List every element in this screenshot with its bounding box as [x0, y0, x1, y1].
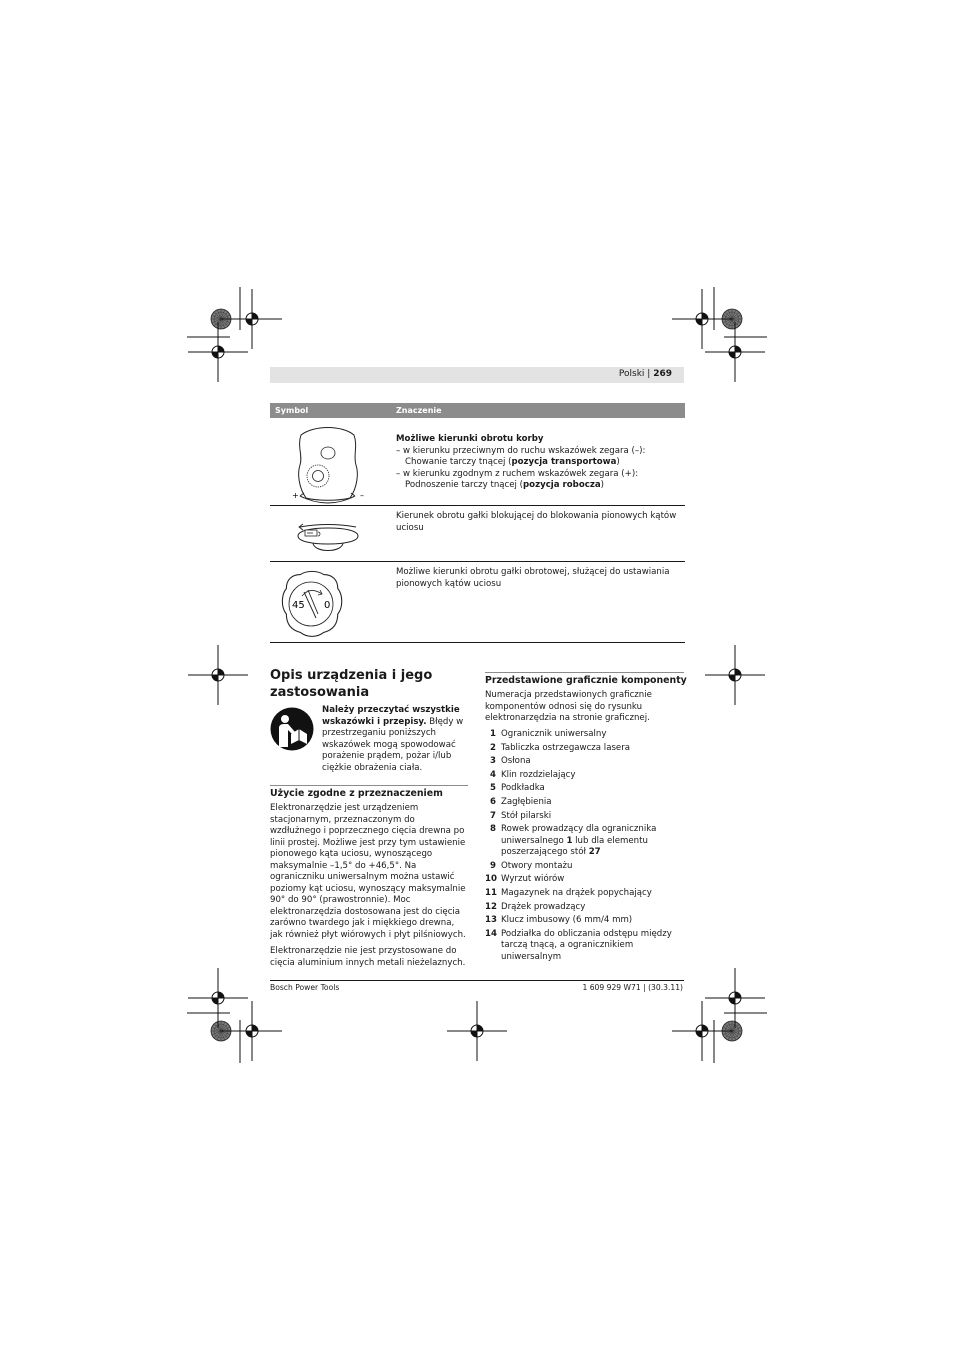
registration-cross-icon [222, 289, 282, 349]
table-row [270, 562, 685, 643]
list-item: 9 Otwory montażu [490, 860, 573, 871]
rotary-right-label: 0 [324, 600, 331, 611]
table-header [270, 403, 685, 418]
list-item: 7 Stół pilarski [490, 810, 552, 821]
meaning-title: Możliwe kierunki obrotu korby [396, 434, 544, 444]
meaning-list-item: – w kierunku przeciwnym do ruchu wskazówek zegara (–): Chowanie tarczy tnącej (pozycja transportowa) [396, 445, 646, 467]
list-item: 10 Wyrzut wiórów [485, 874, 565, 885]
registration-cross-icon [672, 1001, 732, 1061]
meaning-cell: Możliwe kierunki obrotu gałki obrotowej, służącej do ustawiania pionowych kątów uciosu [396, 567, 670, 589]
rotary-left-label: 45 [292, 600, 305, 611]
registration-cross-icon [672, 289, 732, 349]
registration-cross-icon [705, 645, 765, 705]
header-separator: | [647, 369, 651, 379]
list-item: 4 Klin rozdzielający [490, 769, 576, 780]
list-item: 13 Klucz imbusowy (6 mm/4 mm) [485, 915, 633, 926]
list-item: 12 Drążek prowadzący [485, 901, 586, 912]
column-header-meaning: Znaczenie [396, 406, 442, 415]
list-item: 5 Podkładka [490, 783, 545, 794]
footer-divider [270, 980, 684, 981]
page-header [270, 367, 684, 383]
footer-doc-number: 1 609 929 W71 | (30.3.11) [582, 983, 683, 992]
registration-cross-icon [222, 1001, 282, 1061]
table-row [270, 418, 685, 506]
registration-star-icon [211, 309, 231, 329]
components-title: Przedstawione graficznie komponenty [485, 675, 687, 686]
column-header-symbol: Symbol [275, 406, 309, 415]
components-intro: Numeracja przedstawionych graficznie komponentów odnosi się do rysunku elektronarzędzia na stronie graficznej. [485, 690, 652, 723]
list-item: 2 Tabliczka ostrzegawcza lasera [490, 742, 631, 753]
paragraph: Elektronarzędzie jest urządzeniem stacjonarnym, przeznaczonym do wzdłużnego i poprzecznego cięcia drewna po linii prostej. Możliwe jest przy tym ustawienie pionowego kąta uciosu, wynoszącego maksymalnie –1,5° do +46,5°. Na ograniczniku uniwersalnym można ustawić poziomy kąt uciosu, wynoszący maksymalnie 90° do 90° (prawostronnie). Moc elektronarzędzia dostosowana jest do cięcia zarówno twardego jak i miękkiego drewna, jak również płyt wiórowych i płyt pilśniowych. [270, 803, 466, 940]
page-number: 269 [653, 369, 672, 379]
crank-plus-label: + [292, 491, 299, 500]
rotary-knob-45-0-icon [270, 562, 395, 642]
footer-brand: Bosch Power Tools [270, 983, 340, 992]
meaning-cell [396, 434, 685, 492]
registration-cross-icon [188, 322, 248, 382]
registration-star-icon [722, 1021, 742, 1041]
symbol-cell [270, 506, 395, 565]
crank-rotation-icon [270, 418, 395, 505]
intended-use-text [270, 803, 468, 974]
symbol-cell [270, 562, 395, 646]
meaning-cell: Kierunek obrotu gałki blokującej do blokowania pionowych kątów uciosu [396, 511, 677, 533]
registration-cross-icon [447, 1001, 507, 1061]
paragraph: Elektronarzędzie nie jest przystosowane do cięcia aluminium innych metali nieżelaznych. [270, 946, 466, 968]
crank-minus-label: – [360, 491, 364, 500]
list-item: 1 Ogranicznik uniwersalny [490, 729, 607, 739]
intended-use-title: Użycie zgodne z przeznaczeniem [270, 788, 443, 799]
header-language: Polski [618, 369, 645, 379]
registration-star-icon [211, 1021, 231, 1041]
registration-star-icon [722, 309, 742, 329]
symbol-table [270, 403, 685, 643]
list-item: 14 Podziałka do obliczania odstępu między tarczą tnącą, a ogranicznikiem uniwersalnym [485, 928, 672, 962]
list-item: 6 Zagłębienia [490, 796, 552, 807]
list-item: 11 Magazynek na drążek popychający [485, 887, 652, 898]
list-item: 8 Rowek prowadzący dla ogranicznika uniwersalnego 1 lub dla elementu poszerzającego stół 27 [490, 824, 657, 858]
registration-cross-icon [705, 968, 765, 1028]
registration-cross-icon [188, 645, 248, 705]
section-title: Opis urządzenia i jego zastosowania [270, 668, 433, 700]
symbol-cell [270, 418, 395, 509]
meaning-list-item: – w kierunku zgodnym z ruchem wskazówek zegara (+): Podnoszenie tarczy tnącej (pozycja robocza) [396, 468, 639, 490]
page-header-text [619, 369, 672, 379]
registration-cross-icon [188, 968, 248, 1028]
safety-warning: Należy przeczytać wszystkie wskazówki i przepisy. Błędy w przestrzeganiu poniższych wskazówek mogą spowodować porażenie prądem, pożar i/lub ciężkie obrażenia ciała. [322, 705, 464, 773]
section-divider [485, 672, 684, 673]
registration-cross-icon [705, 322, 765, 382]
list-item: 3 Osłona [490, 756, 531, 767]
section-divider [270, 785, 468, 786]
lock-knob-icon [270, 506, 395, 561]
table-row [270, 506, 685, 562]
read-manual-icon [270, 707, 314, 751]
components-list [485, 729, 685, 965]
